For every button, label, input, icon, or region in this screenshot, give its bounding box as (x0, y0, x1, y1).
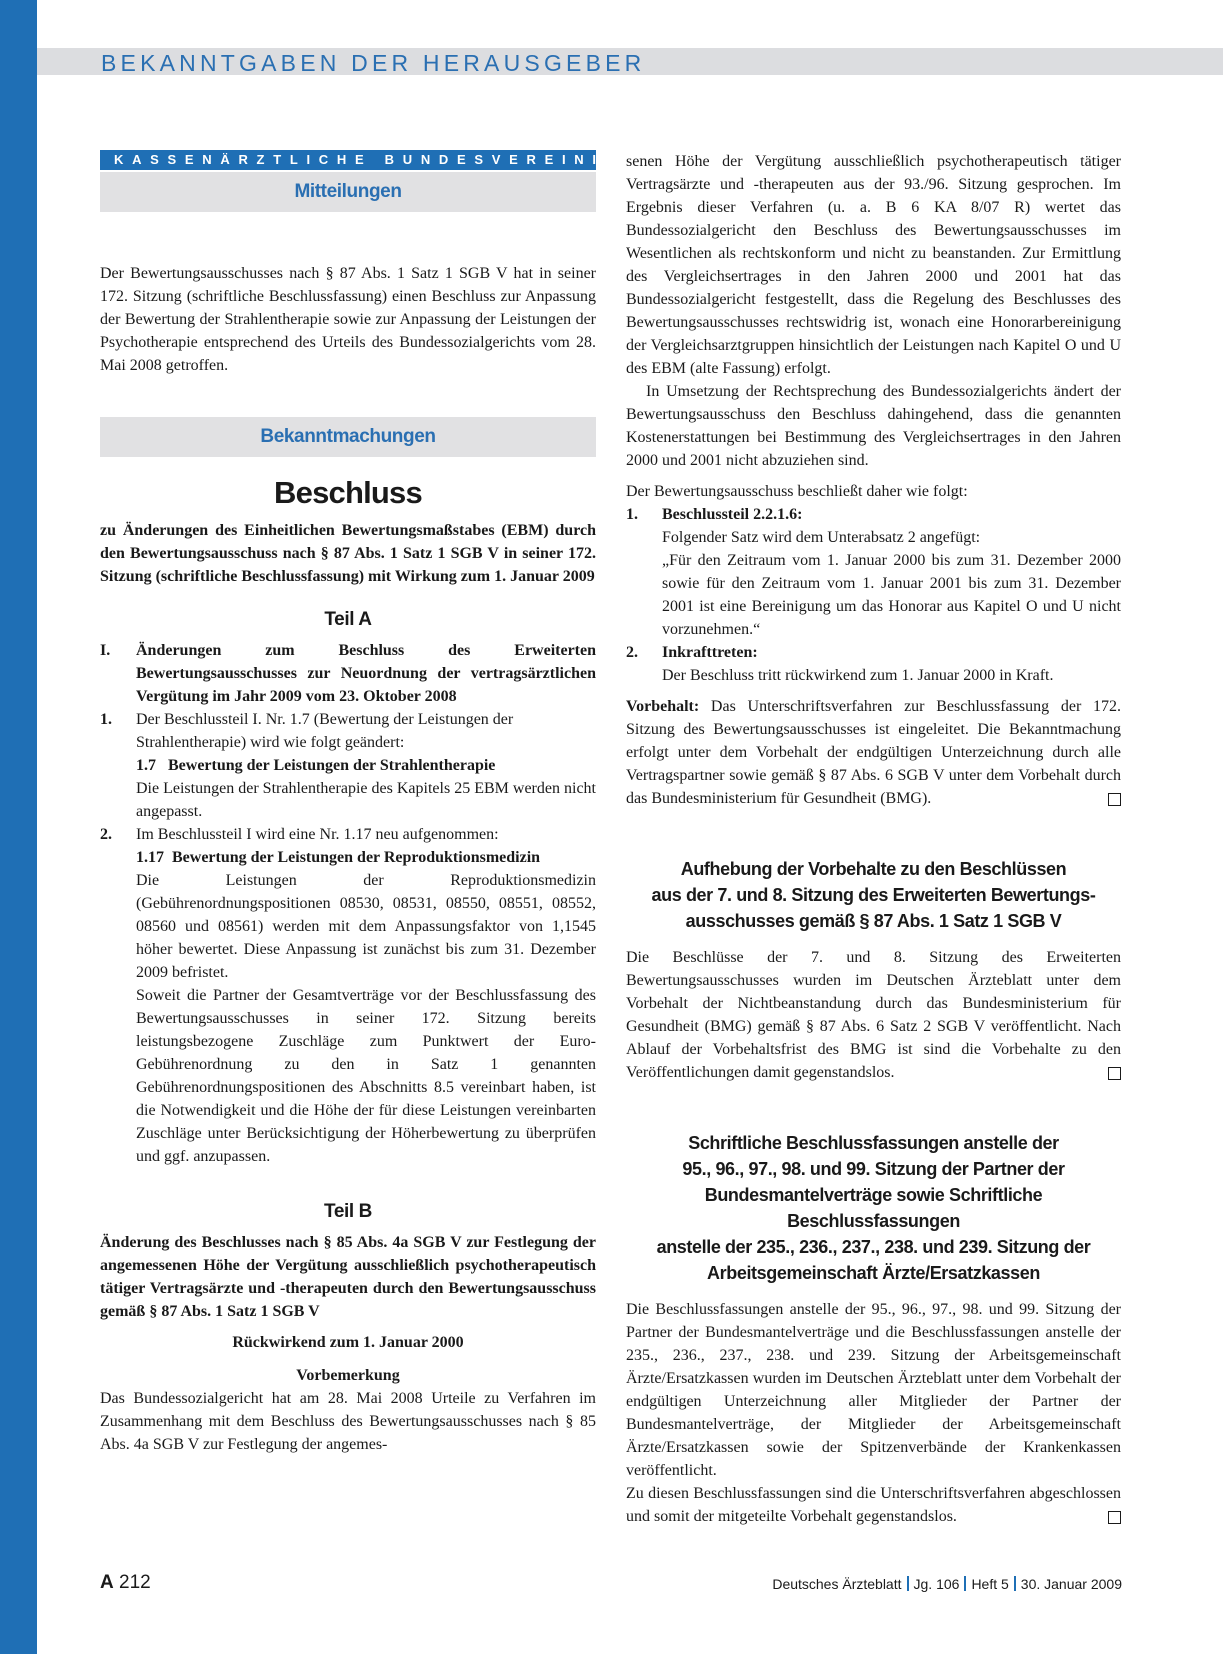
item2-sub-heading: 1.17 Bewertung der Leistungen der Reproduktionsmedizin (136, 849, 541, 866)
item-number: 2. (100, 826, 112, 843)
separator-bar (964, 1576, 966, 1591)
journal-date: 30. Januar 2009 (1020, 1576, 1122, 1592)
right-item2-heading: Inkrafttreten: (662, 644, 758, 661)
schriftlich-text1: Die Beschlussfassungen anstelle der 95., 96., 97., 98. und 99. Sitzung der Partner der Bundesmantelverträge und die Beschlussfassungen anstelle der 235., 236., 237., 238. und 239. Sitzung der Arbeitsgemeinschaft Ärzte/Ersatzkassen wurden im Deutschen Ärzteblatt unter dem Vorbehalt der endgültigen Unterzeichnung aller Mitglieder der Partner der Bundesmantelverträge, der Mitglieder der Arbeitsgemeinschaft Ärzte/Ersatzkassen sowie der Spitzenverbände der Krankenkassen veröffentlicht. (626, 1301, 1121, 1479)
teil-a-item-2 (100, 823, 596, 1168)
vorbemerkung-heading: Vorbemerkung (296, 1367, 400, 1384)
right-column (626, 150, 1121, 1528)
right-item1-heading: Beschlussteil 2.2.1.6: (662, 506, 803, 523)
item2-sub-text1: Die Leistungen der Reproduktionsmedizin (Gebührenordnungspositionen 08530, 08531, 08550, 08551, 08552, 08560 und 08561) werden mit dem Anpassungsfaktor von 1,1545 höher bewertet. Diese Anpassung ist zunächst bis zum 31. Dezember 2009 befristet. (136, 872, 596, 981)
page-letter: A (100, 1572, 114, 1593)
right-item1-quote: „Für den Zeitraum vom 1. Januar 2000 bis zum 31. Dezember 2000 sowie für den Zeitraum vom 1. Januar 2001 bis zum 31. Dezember 2001 ist eine Bereinigung um das Honorar aus Kapitel O und U nicht vorzunehmen.“ (662, 552, 1121, 638)
schriftlich-heading (626, 1130, 1121, 1286)
right-item-1 (626, 503, 1121, 641)
schriftlich-heading-line: Bundesmantelverträge sowie Schriftliche Beschlussfassungen (704, 1185, 1043, 1231)
aufhebung-heading-line: Aufhebung der Vorbehalte zu den Beschlüssen (680, 859, 1067, 879)
item-number: 1. (100, 711, 112, 728)
aufhebung-heading (626, 856, 1121, 934)
schriftlich-heading-line: Arbeitsgemeinschaft Ärzte/Ersatzkassen (707, 1263, 1040, 1283)
mitteilungen-heading: Mitteilungen (100, 172, 596, 212)
item2-sub-text2: Soweit die Partner der Gesamtverträge vor der Beschlussfassung des Bewertungsausschusses in seiner 172. Sitzung bereits leistungsbezogene Zuschläge zum Punktwert der Euro-Gebührenordnung zu den in Satz 1 genannten Gebührenordnungspositionen des Abschnitts 8.5 vereinbart haben, ist die Notwendigkeit und die Höhe der für diese Leistungen vereinbarten Zuschläge unter Berücksichtigung der Höherbewertung zu überprüfen und ggf. anzupassen. (136, 987, 596, 1165)
teil-a-item-i (100, 639, 596, 708)
umsetzung-text: In Umsetzung der Rechtsprechung des Bundessozialgerichts ändert der Bewertungsausschuss den Beschluss dahingehend, dass die genannten Kostenerstattungen bei Bestimmung des Vergleichsertrages in den Jahren 2000 und 2001 nicht abzuziehen sind. (626, 383, 1121, 469)
beschliesst-text: Der Bewertungsausschuss beschließt daher wie folgt: (626, 483, 968, 500)
item-number: 2. (626, 644, 638, 661)
end-of-article-box-icon (1108, 1067, 1121, 1080)
teil-a-item-1 (100, 708, 596, 823)
vorbehalt-paragraph (626, 695, 1121, 810)
beschluss-subtitle: zu Änderungen des Einheitlichen Bewertungsmaßstabes (EBM) durch den Bewertungsausschuss nach § 87 Abs. 1 Satz 1 SGB V in seiner 172. Sitzung (schriftliche Beschlussfassung) mit Wirkung zum 1. Januar 2009 (100, 522, 596, 585)
aufhebung-heading-line: aus der 7. und 8. Sitzung des Erweiterten Bewertungs- (651, 885, 1096, 905)
end-of-article-box-icon (1108, 793, 1121, 806)
separator-bar (1014, 1576, 1016, 1591)
teil-a-heading: Teil A (324, 609, 372, 630)
bekanntmachungen-heading: Bekanntmachungen (100, 417, 596, 457)
rueckwirkend-line: Rückwirkend zum 1. Januar 2000 (232, 1334, 464, 1351)
journal-volume: Jg. 106 (913, 1576, 960, 1592)
schriftlich-paragraph-2 (626, 1482, 1121, 1528)
item1-sub-heading: 1.7 Bewertung der Leistungen der Strahlentherapie (136, 757, 496, 774)
teil-b-text: Änderung des Beschlusses nach § 85 Abs. 4a SGB V zur Festlegung der angemessenen Höhe der Vergütung ausschließlich psychotherapeutisch tätiger Vertragsärzte und -therapeuten durch den Bewertungsausschuss gemäß § 87 Abs. 1 Satz 1 SGB V (100, 1234, 596, 1320)
page-number-value: 212 (119, 1572, 151, 1593)
separator-bar (907, 1576, 909, 1591)
left-accent-bar (0, 0, 37, 1654)
aufhebung-heading-line: ausschusses gemäß § 87 Abs. 1 Satz 1 SGB V (685, 911, 1062, 931)
right-item-2 (626, 641, 1121, 687)
schriftlich-heading-line: anstelle der 235., 236., 237., 238. und 239. Sitzung der (656, 1237, 1091, 1257)
org-label: KASSENÄRZTLICHE BUNDESVEREINIGUNG (100, 150, 596, 170)
item1-text: Der Beschlussteil I. Nr. 1.7 (Bewertung der Leistungen der Strahlentherapie) wird wie folgt geändert: (136, 711, 514, 751)
aufhebung-text: Die Beschlüsse der 7. und 8. Sitzung des Erweiterten Bewertungsausschusses wurden im Deutschen Ärzteblatt unter dem Vorbehalt der Nichtbeanstandung durch das Bundesministerium für Gesundheit (BMG) gemäß § 87 Abs. 6 Satz 2 SGB V veröffentlicht. Nach Ablauf der Vorbehaltsfrist des BMG ist sind die Vorbehalte zu den Veröffentlichungen damit gegenstandslos. (626, 949, 1121, 1081)
journal-issue: Heft 5 (971, 1576, 1009, 1592)
beschluss-title: Beschluss (274, 475, 422, 510)
vorbemerkung-text: Das Bundessozialgericht hat am 28. Mai 2008 Urteile zu Verfahren im Zusammenhang mit dem Beschluss des Bewertungsausschusses nach § 85 Abs. 4a SGB V zur Festlegung der angemes- (100, 1390, 596, 1453)
mitteilungen-text: Der Bewertungsausschusses nach § 87 Abs. 1 Satz 1 SGB V hat in seiner 172. Sitzung (schriftliche Beschlussfassung) einen Beschluss zur Anpassung der Bewertung der Strahlentherapie sowie zur Anpassung der Leistungen der Psychotherapie entsprechend des Urteils des Bundessozialgerichts vom 28. Mai 2008 getroffen. (100, 265, 596, 374)
item1-sub-text: Die Leistungen der Strahlentherapie des Kapitels 25 EBM werden nicht angepasst. (136, 780, 596, 820)
schriftlich-heading-line: Schriftliche Beschlussfassungen anstelle der (688, 1133, 1059, 1153)
schriftlich-heading-line: 95., 96., 97., 98. und 99. Sitzung der Partner der (682, 1159, 1065, 1179)
item-number: 1. (626, 506, 638, 523)
continued-text: senen Höhe der Vergütung ausschließlich psychotherapeutisch tätiger Vertragsärzte und -therapeuten aus der 93./96. Sitzung gesprochen. Im Ergebnis dieser Verfahren (u. a. B 6 KA 8/07 R) wertet das Bundessozialgericht den Beschluss des Bewertungsausschusses im Wesentlichen als rechtskonform und nicht zu beanstanden. Zur Ermittlung des Vergleichsertrages in den Jahren 2000 und 2001 hat das Bundessozialgericht festgestellt, dass die Regelung des Beschlusses des Bewertungsausschusses rechtswidrig ist, wonach eine Honorarbereinigung der Vergleichsarztgruppen hinsichtlich der Leistungen nach Kapitel O und U des EBM (alte Fassung) erfolgt. (626, 153, 1121, 377)
vorbehalt-label: Vorbehalt: (626, 698, 700, 715)
section-title: BEKANNTGABEN DER HERAUSGEBER (101, 50, 646, 76)
teil-a-item-i-text: Änderungen zum Beschluss des Erweiterten Bewertungsausschusses zur Neuordnung der vertragsärztlichen Vergütung im Jahr 2009 vom 23. Oktober 2008 (136, 642, 596, 705)
schriftlich-text2: Zu diesen Beschlussfassungen sind die Unterschriftsverfahren abgeschlossen und somit der mitgeteilte Vorbehalt gegenstandslos. (626, 1485, 1121, 1525)
teil-b-heading: Teil B (324, 1201, 372, 1222)
journal-name: Deutsches Ärzteblatt (772, 1576, 902, 1592)
aufhebung-paragraph (626, 946, 1121, 1084)
right-item1-text: Folgender Satz wird dem Unterabsatz 2 angefügt: (662, 529, 981, 546)
item2-text: Im Beschlussteil I wird eine Nr. 1.17 neu aufgenommen: (136, 826, 499, 843)
right-item2-text: Der Beschluss tritt rückwirkend zum 1. Januar 2000 in Kraft. (662, 667, 1054, 684)
vorbehalt-text: Das Unterschriftsverfahren zur Beschlussfassung der 172. Sitzung des Bewertungsausschusses ist eingeleitet. Die Bekanntmachung erfolgt unter dem Vorbehalt der endgültigen Unterzeichnung durch alle Vertragspartner sowie gemäß § 87 Abs. 6 SGB V unter dem Vorbehalt durch das Bundesministerium für Gesundheit (BMG). (626, 698, 1121, 807)
end-of-article-box-icon (1108, 1511, 1121, 1524)
footer-citation (772, 1576, 1122, 1592)
item-number: I. (100, 642, 111, 659)
page-number (100, 1572, 151, 1594)
